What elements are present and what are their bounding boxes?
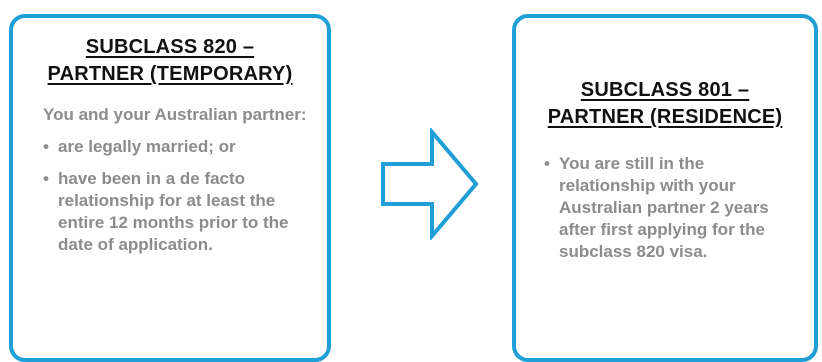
card-title-line-1: SUBCLASS 820 –: [85, 36, 255, 58]
card-title: [13, 34, 327, 88]
right-arrow-icon: [380, 128, 480, 240]
criteria-item: • have been in a de facto relationship for at least the entire 12 months prior to the date of application.: [43, 168, 315, 256]
criteria-item: • You are still in the relationship with your Australian partner 2 years after first applying for the subclass 820 visa.: [544, 153, 804, 263]
card-title: [516, 77, 814, 131]
criteria-list: [43, 136, 315, 256]
criteria-list: [544, 153, 804, 263]
card-title-line-2: PARTNER (RESIDENCE): [547, 106, 783, 128]
card-title-line-1: SUBCLASS 801 –: [580, 79, 750, 101]
card-title-line-2: PARTNER (TEMPORARY): [47, 63, 293, 85]
card-subclass-801: [512, 14, 818, 362]
card-intro-text: You and your Australian partner:: [43, 105, 307, 124]
card-subclass-820: [9, 14, 331, 362]
criteria-item: • are legally married; or: [43, 136, 315, 158]
